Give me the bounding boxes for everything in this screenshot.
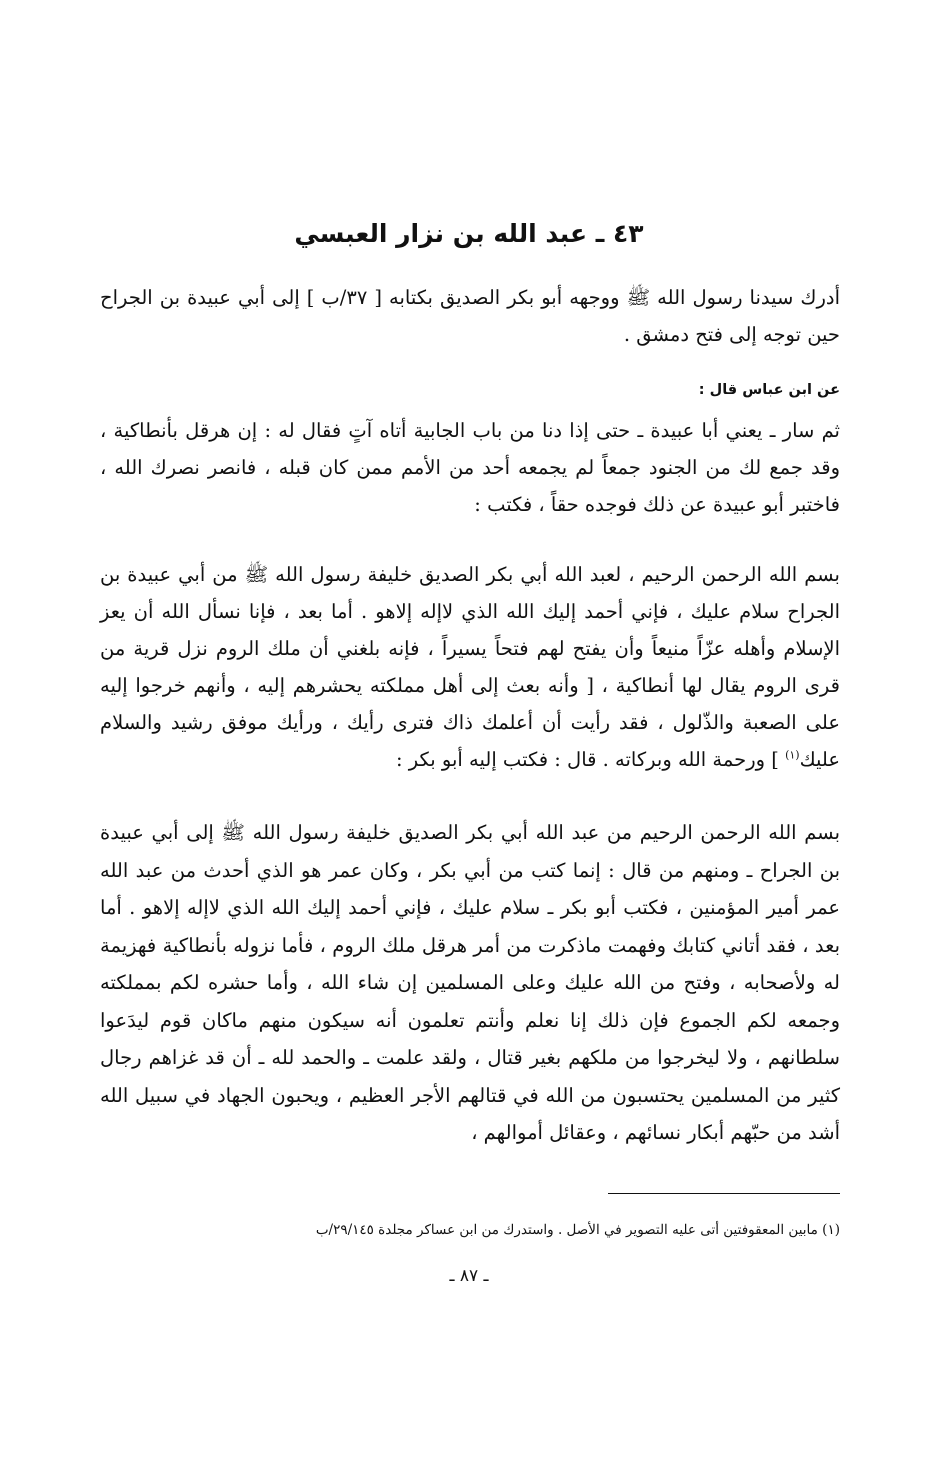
intro-paragraph bbox=[100, 279, 840, 353]
first-letter-paragraph bbox=[100, 556, 840, 778]
footnote: (١) مابين المعقوفتين أتى عليه التصوير في الأصل . واستدرك من ابن عساكر مجلدة ٢٩/١٤٥/ب bbox=[315, 1222, 840, 1238]
intro-text: أدرك سيدنا رسول الله ﷺ ووجهه أبو بكر الصديق بكتابه [ ٣٧/ب ] إلى أبي عبيدة بن الجراح حين توجه إلى فتح دمشق . bbox=[100, 286, 840, 346]
page-number: ـ ٨٧ ـ bbox=[449, 1266, 489, 1286]
narration-paragraph bbox=[100, 412, 840, 523]
chapter-title: ٤٣ ـ عبد الله بن نزار العبسي bbox=[294, 219, 644, 248]
narration-text: ثم سار ـ يعني أبا عبيدة ـ حتى إذا دنا من باب الجابية أتاه آتٍ فقال له : إن هرقل بأنطاكية ، وقد جمع لك من الجنود جمعاً لم يجمعه أحد من الأمم ممن كان قبله ، فانصر نصرك الله ، فاختبر أبو عبيدة عن ذلك فوجده حقاً ، فكتب : bbox=[100, 419, 840, 516]
first-letter-text bbox=[100, 556, 840, 778]
first-letter-closing: ] ورحمة الله وبركاته . قال : فكتب إليه أبو بكر : bbox=[396, 748, 786, 771]
second-letter-paragraph bbox=[100, 814, 840, 1152]
second-letter-text: بسم الله الرحمن الرحيم من عبد الله أبي بكر الصديق خليفة رسول الله ﷺ إلى أبي عبيدة بن الجراح ـ ومنهم من قال : إنما كتب من أبي بكر ، وكان عمر هو الذي أحدث من عبد الله عمر أمير المؤمنين ، فكتب أبو بكر ـ سلام عليك ، فإني أحمد إليك الله الذي لاإله إلاهو . أما بعد ، فقد أتاني كتابك وفهمت ماذكرت من أمر هرقل ملك الروم ، فأما نزوله بأنطاكية فهزيمة له ولأصحابه ، وفتح من الله عليك وعلى المسلمين إن شاء الله ، وأما حشره لكم بمملكته وجمعه لكم الجموع فإن ذلك إنا نعلم وأنتم تعلمون أنه سيكون منهم ماكان قوم ليدَعوا سلطانهم ، ولا ليخرجوا من ملكهم بغير قتال ، ولقد علمت ـ والحمد لله ـ أن قد غزاهم رجال كثير من المسلمين يحتسبون من الله في قتالهم الأجر العظيم ، ويحبون الجهاد في سبيل الله أشد من حبّهم أبكار نسائهم ، وعقائل أموالهم ، bbox=[100, 821, 840, 1144]
footnote-separator bbox=[608, 1193, 840, 1194]
first-letter-body: بسم الله الرحمن الرحيم ، لعبد الله أبي بكر الصديق خليفة رسول الله ﷺ من أبي عبيدة بن الجراح سلام عليك ، فإني أحمد إليك الله الذي لاإله إلاهو . أما بعد ، فإنا نسأل الله أن يعز الإسلام وأهله عزّاً منيعاً وأن يفتح لهم فتحاً يسيراً ، فإنه بلغني أن ملك الروم نزل قرية من قرى الروم يقال لها أنطاكية ، [ وأنه بعث إلى أهل مملكته يحشرهم إليه ، وأنهم خرجوا إليه على الصعبة والذّلول ، فقد رأيت أن أعلمك ذاك فترى رأيك ، ورأيك موفق رشيد والسلام عليك bbox=[100, 563, 840, 771]
isnad-line: عن ابن عباس قال : bbox=[698, 382, 840, 398]
footnote-marker: (١) bbox=[785, 748, 800, 762]
